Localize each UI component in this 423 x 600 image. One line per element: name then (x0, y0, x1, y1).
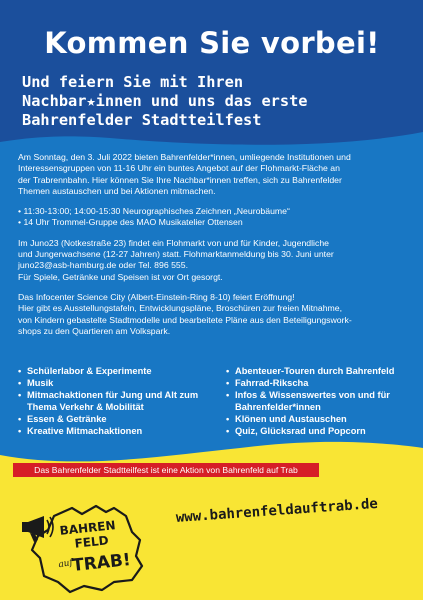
juno-line: juno23@asb-hamburg.de oder Tel. 896 555. (18, 260, 188, 271)
activity-continuation: Thema Verkehr & Mobilität (27, 402, 144, 412)
activity-item-continued (18, 401, 198, 413)
intro-line: Am Sonntag, den 3. Juli 2022 bieten Bahrenfelder*innen, umliegende Institutionen und (18, 152, 351, 162)
body-text (18, 152, 412, 337)
website-url[interactable]: www.bahrenfeldauftrab.de (175, 495, 379, 526)
activity-item: • Infos & Wissenswertes von und für (226, 389, 394, 401)
science-line: Das Infocenter Science City (Albert-Einstein-Ring 8-10) feiert Eröffnung! (18, 291, 295, 302)
headline: Kommen Sie vorbei! (44, 26, 380, 60)
subheadline-line-3: Bahrenfelder Stadtteilfest (22, 111, 262, 129)
schedule-line: • 11:30-13:00; 14:00-15:30 Neurographisches Zeichnen „Neurobäume“ (18, 206, 290, 217)
juno-line: Für Spiele, Getränke und Speisen ist vor Ort gesorgt. (18, 271, 223, 282)
spacer (18, 283, 412, 292)
intro-line: Themen austauschen und bei Aktionen mitmachen. (18, 185, 216, 196)
spacer (18, 197, 412, 206)
subheadline-line-1: Und feiern Sie mit Ihren (22, 73, 244, 91)
intro-line: Interessensgruppen von 11-16 Uhr ein buntes Angebot auf der Flohmarkt-Fläche an (18, 163, 340, 174)
activity-continuation: Bahrenfelder*innen (235, 402, 321, 412)
spacer (18, 229, 412, 238)
juno-line: Im Juno23 (Notkestraße 23) findet ein Flohmarkt von und für Kinder, Jugendliche (18, 237, 329, 248)
activity-item: • Kreative Mitmachaktionen (18, 425, 198, 437)
activity-item: • Klönen und Austauschen (226, 413, 394, 425)
logo-line-1: BAHREN (59, 518, 117, 538)
activities-right (226, 365, 394, 437)
intro-line: der Trabrennbahn. Hier können Sie Ihre Nachbar*innen treffen, sich zu Bahrenfelder (18, 174, 342, 185)
juno-line: und Jungerwachsene (12-27 Jahren) statt. Flohmarktanmeldung bis 30. Juni unter (18, 249, 334, 260)
science-line: Hier gibt es Ausstellungstafeln, Entwicklungspläne, Broschüren zur freien Mitnahme, (18, 303, 343, 314)
logo-line-2: FELD (73, 533, 110, 551)
schedule-line: • 14 Uhr Trommel-Gruppe des MAO Musikatelier Ottensen (18, 217, 243, 228)
logo-small-text: auf (57, 557, 74, 571)
activity-item: • Musik (18, 377, 198, 389)
activity-item: • Schülerlabor & Experimente (18, 365, 198, 377)
activity-item: • Quiz, Glücksrad und Popcorn (226, 425, 394, 437)
logo-big-text: TRAB! (71, 550, 132, 577)
science-line: von Kindern gebastelte Stadtmodelle und bearbeitete Pläne aus den Beteiligungswork- (18, 314, 352, 325)
activities-left (18, 365, 198, 437)
activity-item: • Fahrrad-Rikscha (226, 377, 394, 389)
activity-item: • Mitmachaktionen für Jung und Alt zum (18, 389, 198, 401)
sponsor-banner: Das Bahrenfelder Stadtteilfest ist eine Aktion von Bahrenfeld auf Trab (13, 463, 319, 477)
subheadline-line-2: Nachbar★innen und uns das erste (22, 92, 308, 110)
science-line: shops zu den Quartieren am Volkspark. (18, 325, 171, 336)
bahrenfeld-auf-trab-logo (22, 494, 172, 594)
activity-item: • Abenteuer-Touren durch Bahrenfeld (226, 365, 394, 377)
activity-item: • Essen & Getränke (18, 413, 198, 425)
activity-item-continued (226, 401, 394, 413)
